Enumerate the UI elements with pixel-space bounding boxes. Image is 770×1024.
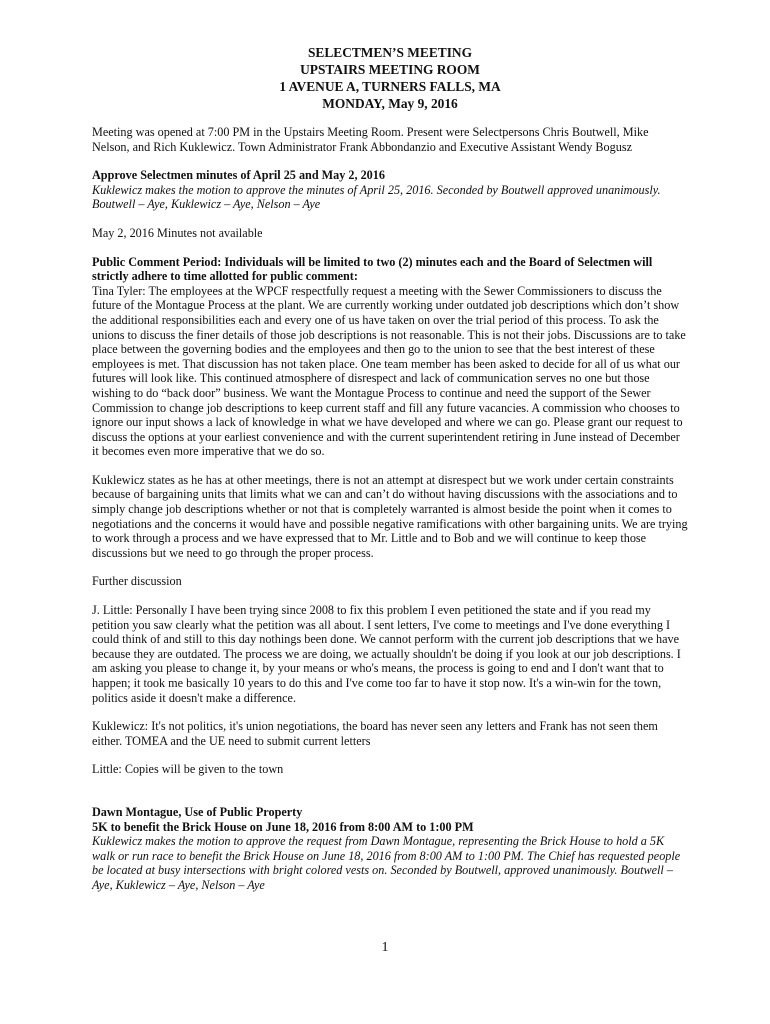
little-reply: Little: Copies will be given to the town	[92, 762, 284, 777]
minutes-heading: Approve Selectmen minutes of April 25 and May 2, 2016	[92, 168, 385, 183]
minutes-motion: Kuklewicz makes the motion to approve the minutes of April 25, 2016. Seconded by Boutwell approved unanimously. Boutwell – Aye, Kuklewicz – Aye, Nelson – Aye	[92, 182, 661, 212]
minutes-note: May 2, 2016 Minutes not available	[92, 225, 263, 240]
minutes-section	[92, 168, 688, 212]
property-motion: Kuklewicz makes the motion to approve the request from Dawn Montague, representing the Brick House to hold a 5K walk or run race to benefit the Brick House on June 18, 2016 from 8:00 AM to 1:00 PM. The Chief has requested people be located at busy intersections with bright colored vests on. Seconded by Boutwell, approved unanimously. Boutwell – Aye, Kuklewicz – Aye, Nelson – Aye	[92, 834, 681, 892]
header-date: MONDAY, May 9, 2016	[322, 96, 458, 111]
tyler-comment: Tina Tyler: The employees at the WPCF respectfully request a meeting with the Sewer Commissioners to discuss the future of the Montague Process at the plant. We are currently working under outdated job descriptions which don’t show the additional responsibilities each and every one of us have taken on over the trial period of this process. To ask the unions to discuss the finer details of those job descriptions is not reasonable. This is not their jobs. Discussions are to take place between the governing bodies and the employees and then go to the union to see that the best interest of these employees is met. That discussion has not taken place. One team member has been asked to decide for all of us what our futures will look like. This continued atmosphere of disrespect and lack of communication serves no one but those wishing to do “back door” business. We want the Montague Process to continue and need the support of the Sewer Commission to change job descriptions to keep current staff and fill any future vacancies. A commission who chooses to ignore our input shows a lack of knowledge in what we have developed and where we can go. Please grant our request to discuss the options at your earliest convenience and with the current superintendent retiring in June instead of December it becomes even more imperative that we do so.	[92, 283, 686, 459]
header-room: UPSTAIRS MEETING ROOM	[300, 62, 480, 77]
meeting-header	[92, 44, 688, 112]
intro-paragraph: Meeting was opened at 7:00 PM in the Upstairs Meeting Room. Present were Selectpersons Chris Boutwell, Mike Nelson, and Rich Kuklewicz. Town Administrator Frank Abbondanzio and Executive Assistant Wendy Bogusz	[92, 125, 649, 154]
header-address: 1 AVENUE A, TURNERS FALLS, MA	[279, 79, 501, 94]
document-page	[92, 44, 688, 907]
public-comment-heading: Public Comment Period: Individuals will be limited to two (2) minutes each and the Board of Selectmen will strictly adhere to time allotted for public comment:	[92, 254, 653, 284]
further-discussion: Further discussion	[92, 574, 182, 589]
page-number: 1	[381, 940, 389, 955]
little-comment: J. Little: Personally I have been trying since 2008 to fix this problem I even petitioned the state and if you read my petition you saw clearly what the petition was all about. I sent letters, I've come to meetings and I've done everything I could think of and still to this day nothings been done. We cannot perform with the current job descriptions that we have because they are outdated. The process we are doing, we actually shouldn't be doing if you look at our job descriptions. I am asking you please to change it, by your means or who's means, the process is going to end and I don't want that to happen; it took me basically 10 years to do this and I've come too far to have it stop now. It's a win-win for the town, politics aside it doesn't make a difference.	[92, 603, 681, 705]
public-comment-section	[92, 255, 688, 459]
kuklewicz-statement: Kuklewicz states as he has at other meetings, there is not an attempt at disrespect but we work under certain constraints because of bargaining units that limits what we can and can’t do without having discussions with the associations and to simply change job descriptions whether or not that is completely warranted is almost beside the point when it comes to negotiations and the concerns it would have and possible negative ramifications with other bargaining units. We are trying to work through a process and we have expressed that to Mr. Little and to Bob and we will continue to keep those discussions but we need to go through the proper process.	[92, 472, 688, 560]
kuklewicz-reply: Kuklewicz: It's not politics, it's union negotiations, the board has never seen any letters and Frank has not seen them either. TOMEA and the UE need to submit current letters	[92, 719, 658, 748]
property-heading: Dawn Montague, Use of Public Property	[92, 804, 303, 819]
section-spacer	[92, 791, 688, 805]
header-title: SELECTMEN’S MEETING	[307, 45, 473, 60]
property-section	[92, 805, 688, 893]
property-subheading: 5K to benefit the Brick House on June 18, 2016 from 8:00 AM to 1:00 PM	[92, 819, 474, 834]
